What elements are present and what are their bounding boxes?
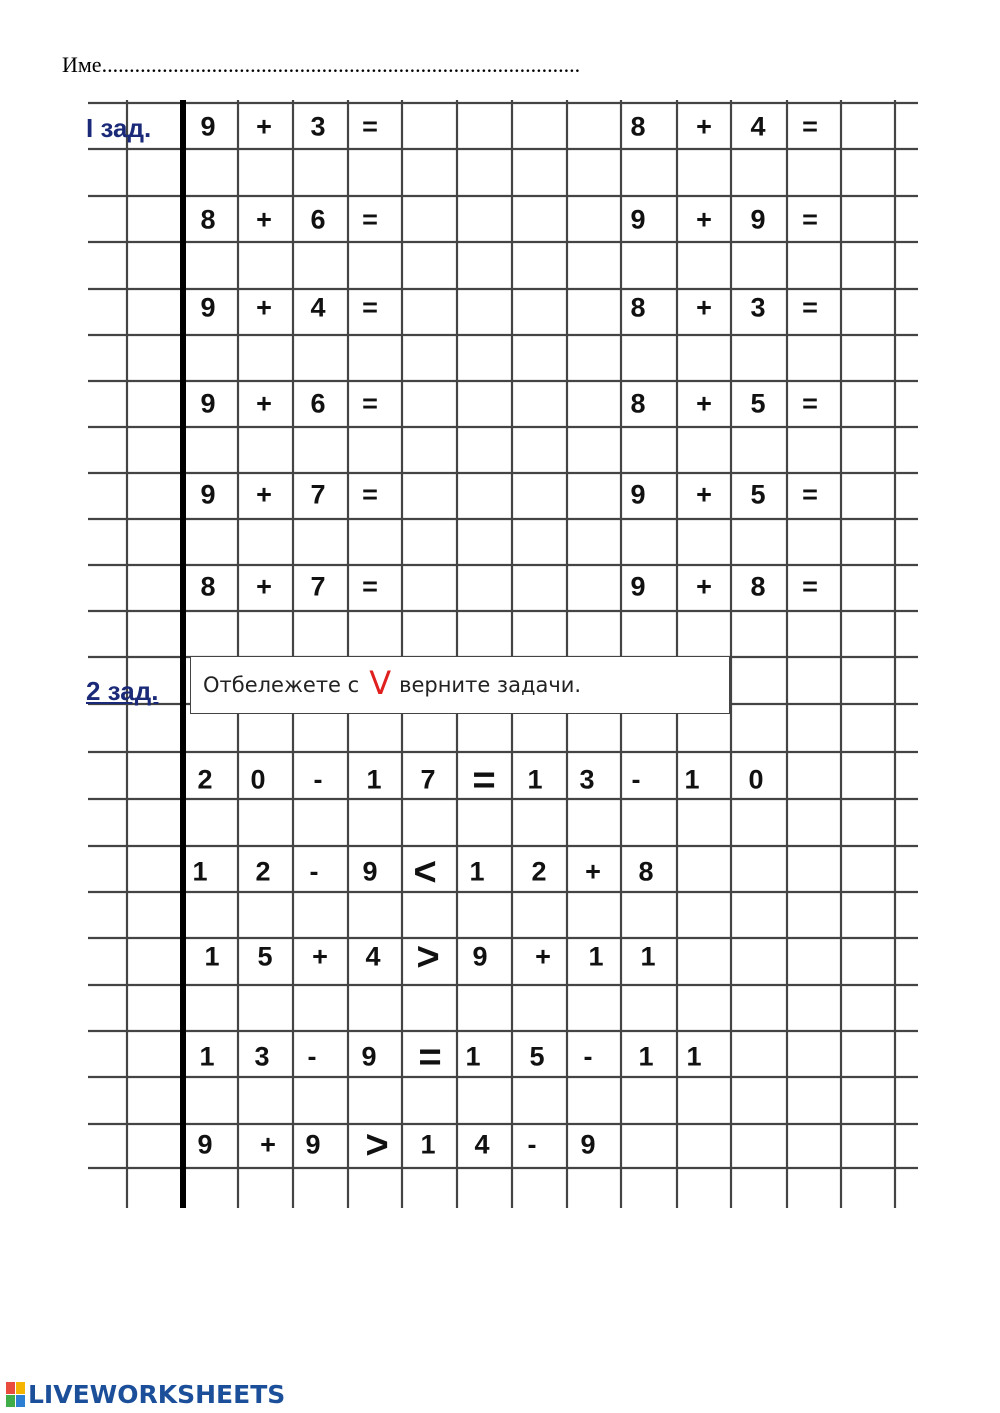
exercise-glyph: = (802, 111, 818, 142)
exercise-glyph: 8 (630, 111, 646, 142)
exercise-glyph: - (583, 1041, 593, 1072)
exercise-glyph: = (472, 758, 496, 802)
exercise-glyph: + (696, 111, 712, 142)
exercise-glyph: + (256, 388, 272, 419)
exercise-glyph: + (585, 856, 601, 887)
task-2-label: 2 зад. (86, 676, 159, 706)
exercise-glyph: = (362, 388, 378, 419)
exercise-glyph: 7 (310, 479, 326, 510)
exercise-glyph: 9 (200, 388, 216, 419)
task-1-label: I зад. (86, 113, 152, 143)
exercise-glyph: = (362, 571, 378, 602)
exercise-glyph: 9 (200, 479, 216, 510)
exercise-glyph: = (802, 204, 818, 235)
exercise-glyph: 1 (199, 1041, 215, 1072)
exercise-glyph: + (256, 292, 272, 323)
exercise-glyph: 5 (257, 941, 273, 972)
exercise-glyph: = (418, 1035, 442, 1079)
instruction-text: Отбележете с (203, 673, 360, 697)
exercise-glyph: 9 (197, 1129, 213, 1160)
exercise-glyph: 1 (366, 764, 382, 795)
exercise-glyph: 6 (310, 388, 326, 419)
logo-blocks-icon (6, 1382, 25, 1407)
exercise-glyph: 1 (640, 941, 656, 972)
checkmark-v-icon: V (369, 664, 392, 702)
exercise-glyph: 9 (580, 1129, 596, 1160)
exercise-glyph: 8 (200, 204, 216, 235)
exercise-glyph: + (696, 571, 712, 602)
exercise-glyph: 9 (472, 941, 488, 972)
exercise-glyph: = (362, 204, 378, 235)
exercise-glyph: 1 (204, 941, 220, 972)
exercise-glyph: 3 (579, 764, 595, 795)
exercise-glyph: 4 (474, 1129, 490, 1160)
exercise-glyph: + (256, 111, 272, 142)
exercise-glyph: 7 (420, 764, 436, 795)
exercise-glyph: > (416, 935, 440, 979)
exercise-glyph: + (696, 204, 712, 235)
exercise-glyph: 9 (750, 204, 766, 235)
liveworksheets-logo[interactable] (6, 1380, 285, 1409)
exercise-glyph: = (802, 388, 818, 419)
exercise-glyph: 0 (748, 764, 764, 795)
exercise-glyph: 9 (200, 292, 216, 323)
exercise-glyph: 5 (750, 388, 766, 419)
exercise-glyph: 4 (365, 941, 381, 972)
exercise-glyph: + (696, 388, 712, 419)
exercise-glyph: 9 (305, 1129, 321, 1160)
exercise-glyph: - (631, 764, 641, 795)
exercise-glyph: < (413, 850, 437, 894)
exercise-glyph: = (362, 292, 378, 323)
exercise-glyph: = (802, 479, 818, 510)
logo-text: LIVEWORKSHEETS (28, 1380, 286, 1409)
exercise-glyph: + (256, 479, 272, 510)
exercise-glyph: 4 (750, 111, 766, 142)
exercise-glyph: 1 (588, 941, 604, 972)
exercise-glyph: - (313, 764, 323, 795)
instruction-text-end: верните задачи. (399, 673, 582, 697)
name-field-label: Име....................................................................................... (62, 52, 581, 77)
exercise-glyph: 9 (361, 1041, 377, 1072)
exercise-glyph: 9 (200, 111, 216, 142)
exercise-glyph: 1 (638, 1041, 654, 1072)
exercise-glyph: 1 (465, 1041, 481, 1072)
exercise-glyph: 2 (255, 856, 271, 887)
exercise-glyph: = (802, 571, 818, 602)
exercise-glyph: 1 (684, 764, 700, 795)
exercise-glyph: 1 (192, 856, 208, 887)
exercise-glyph: 9 (362, 856, 378, 887)
exercise-glyph: + (256, 571, 272, 602)
exercise-glyph: 3 (254, 1041, 270, 1072)
exercise-glyph: 3 (750, 292, 766, 323)
exercise-glyph: + (312, 941, 328, 972)
exercise-glyph: 1 (527, 764, 543, 795)
exercise-glyph: 6 (310, 204, 326, 235)
exercise-glyph: 3 (310, 111, 326, 142)
exercise-glyph: 8 (638, 856, 654, 887)
exercise-glyph: - (307, 1041, 317, 1072)
exercise-glyph: 9 (630, 204, 646, 235)
exercise-glyph: 8 (750, 571, 766, 602)
exercise-glyph: + (696, 479, 712, 510)
exercise-glyph: + (256, 204, 272, 235)
exercise-glyph: = (802, 292, 818, 323)
exercise-glyph: 0 (250, 764, 266, 795)
exercise-glyph: 8 (200, 571, 216, 602)
exercise-glyph: = (362, 111, 378, 142)
exercise-glyph: 2 (531, 856, 547, 887)
exercise-glyph: 2 (197, 764, 213, 795)
exercise-glyph: 5 (529, 1041, 545, 1072)
exercise-glyph: 9 (630, 479, 646, 510)
exercise-glyph: - (309, 856, 319, 887)
exercise-glyph: 4 (310, 292, 326, 323)
exercise-glyph: = (362, 479, 378, 510)
exercise-glyph: 7 (310, 571, 326, 602)
exercise-glyph: 1 (686, 1041, 702, 1072)
exercise-glyph: + (696, 292, 712, 323)
exercise-glyph: 8 (630, 388, 646, 419)
exercise-glyph: > (365, 1123, 389, 1167)
exercise-glyph: - (527, 1129, 537, 1160)
exercise-glyph: + (260, 1129, 276, 1160)
instruction-box (190, 656, 730, 714)
exercise-glyph: 9 (630, 571, 646, 602)
exercise-glyph: 1 (420, 1129, 436, 1160)
exercise-glyph: 8 (630, 292, 646, 323)
exercise-glyph: + (535, 941, 551, 972)
exercise-glyph: 5 (750, 479, 766, 510)
exercise-glyph: 1 (469, 856, 485, 887)
